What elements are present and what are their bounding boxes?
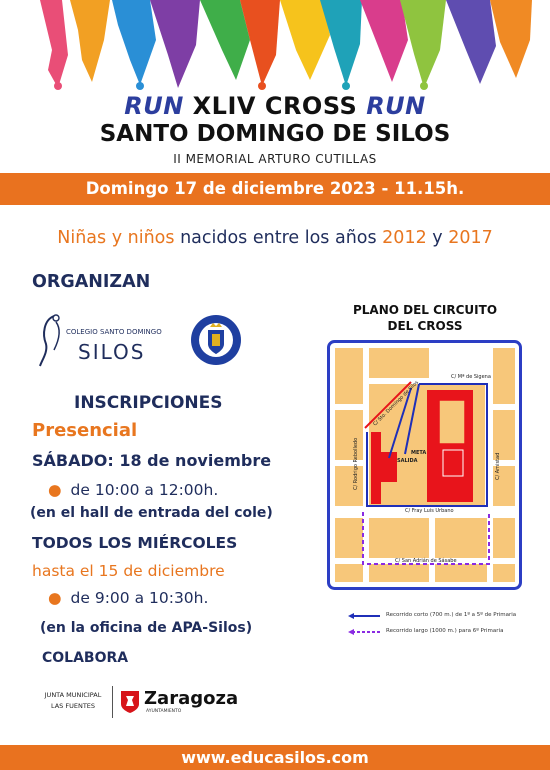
ayuntamiento-text: AYUNTAMIENTO xyxy=(146,709,182,714)
colegio-figure-icon xyxy=(36,312,66,368)
colegio-small-text: COLEGIO SANTO DOMINGO xyxy=(66,328,162,336)
saturday-time xyxy=(48,481,218,499)
purple-dashed-arrow-icon xyxy=(346,628,382,636)
map-title-line1: PLANO DEL CIRCUITO xyxy=(352,303,498,317)
saturday-date: SÁBADO: 18 de noviembre xyxy=(32,451,272,470)
legend-short-route xyxy=(346,611,526,627)
blue-arrow-icon xyxy=(346,612,382,620)
salida-label: SALIDA xyxy=(397,458,418,464)
title-line1: XLIV CROSS xyxy=(192,92,358,120)
participants-connector: y xyxy=(426,228,449,248)
participants-middle: nacidos entre los años xyxy=(174,228,383,248)
bullet-icon: ● xyxy=(48,589,62,607)
year-end: 2017 xyxy=(448,228,493,248)
wednesday-place: (en la oficina de APA-Silos) xyxy=(40,620,253,636)
run-logo-left: RUN xyxy=(124,92,184,120)
junta-line1: JUNTA MUNICIPAL xyxy=(44,691,102,699)
wednesdays-heading: TODOS LOS MIÉRCOLES xyxy=(32,534,238,552)
saturday-place: (en el hall de entrada del cole) xyxy=(30,505,273,521)
event-subtitle: II MEMORIAL ARTURO CUTILLAS xyxy=(173,152,377,166)
participants-prefix: Niñas y niños xyxy=(57,228,175,248)
colegio-logo xyxy=(36,312,162,368)
date-banner: Domingo 17 de diciembre 2023 - 11.15h. xyxy=(0,173,550,205)
legend-long-text: Recorrido largo (1000 m.) para 6º Primaria xyxy=(386,628,504,634)
wednesday-time xyxy=(48,589,208,607)
organizan-heading: ORGANIZAN xyxy=(32,272,151,292)
participants-text xyxy=(0,228,550,248)
run-logo-right: RUN xyxy=(366,92,426,120)
zaragoza-shield-icon xyxy=(120,690,140,714)
bullet-icon: ● xyxy=(48,481,62,499)
apa-crest-logo xyxy=(190,314,242,366)
colabora-heading: COLABORA xyxy=(42,650,129,666)
registration-mode: Presencial xyxy=(32,420,138,441)
legend-long-route xyxy=(346,627,526,643)
street-silos: C/ Sto. Domingo de Silos xyxy=(372,379,421,428)
website-link[interactable]: www.educasilos.com xyxy=(181,748,369,767)
meta-label: META xyxy=(411,450,427,456)
website-banner xyxy=(0,745,550,770)
saturday-time-text: de 10:00 a 12:00h. xyxy=(70,481,219,499)
junta-line2: LAS FUENTES xyxy=(50,702,96,710)
zaragoza-text: Zaragoza xyxy=(144,688,239,709)
year-start: 2012 xyxy=(382,228,427,248)
zaragoza-logo xyxy=(40,686,240,720)
circuit-map xyxy=(327,340,522,590)
colegio-big-text: SILOS xyxy=(78,340,146,364)
map-title-line2: DEL CROSS xyxy=(387,319,463,333)
wednesday-time-text: de 9:00 a 10:30h. xyxy=(70,589,209,607)
junta-text xyxy=(40,690,106,712)
event-title xyxy=(0,92,550,120)
street-rebolledo: C/ Rodrigo Rebolledo xyxy=(353,437,359,490)
map-legend xyxy=(346,611,526,643)
street-fray-luis: C/ Fray Luis Urbano xyxy=(405,508,454,514)
runners-illustration xyxy=(0,0,550,92)
street-sigena: C/ Mª de Sigena xyxy=(451,374,491,380)
inscripciones-heading: INSCRIPCIONES xyxy=(74,393,223,413)
street-amistad: C/ Amistad xyxy=(495,452,501,480)
wednesdays-until: hasta el 15 de diciembre xyxy=(32,562,225,580)
legend-short-text: Recorrido corto (700 m.) de 1º a 5º de Primaria xyxy=(386,612,517,618)
event-title-line2: SANTO DOMINGO DE SILOS xyxy=(99,121,451,147)
street-sasabe: C/ San Adrián de Sásabe xyxy=(395,558,457,564)
logo-divider xyxy=(112,686,113,718)
map-title xyxy=(330,302,520,334)
